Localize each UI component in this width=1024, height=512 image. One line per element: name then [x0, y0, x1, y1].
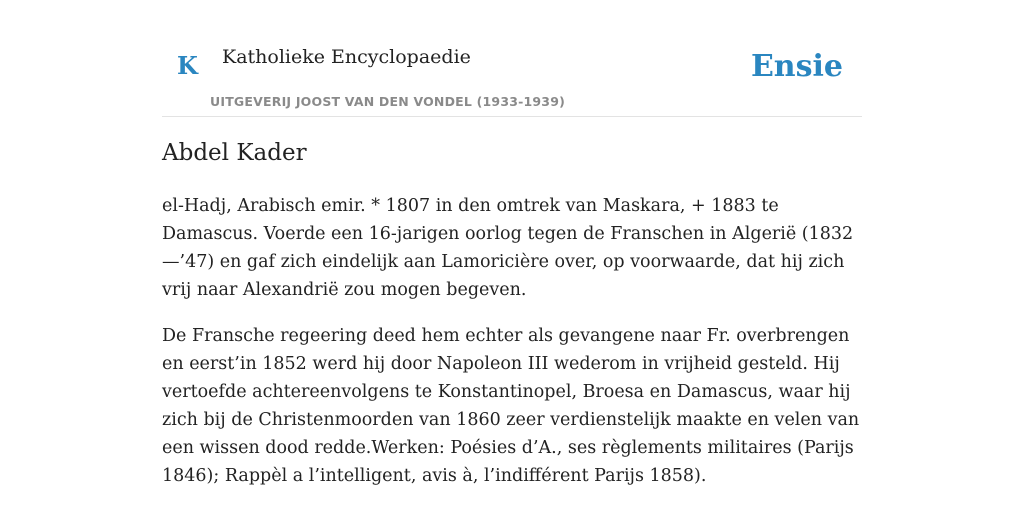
ensie-brand-link[interactable]: Ensie: [750, 49, 843, 84]
article-paragraph: De Fransche regeering deed hem echter als gevangene naar Fr. overbrengen en eerst’in 1852 werd hij door Napoleon III wederom in vrijheid gesteld. Hij vertoefde achtereenvolgens te Konstantinopel, Broesa en Damascus, waar hij zich bij de Christenmoorden van 1860 zeer verdienstelijk maakte en velen van een wissen dood redde.Werken: Poésies d’A., ses règlements militaires (Parijs 1846); Rappèl a l’intelligent, avis à, l’indifférent Parijs 1858).: [162, 326, 860, 486]
article-title: Abdel Kader: [162, 140, 307, 166]
article-paragraph: el-Hadj, Arabisch emir. * 1807 in den omtrek van Maskara, + 1883 te Damascus. Voerde een 16-jarigen oorlog tegen de Franschen in Algerië (1832—’47) en gaf zich eindelijk aan Lamoricière over, op voorwaarde, dat hij zich vrij naar Alexandrië zou mogen begeven.: [162, 196, 854, 300]
page-container: [162, 0, 862, 486]
publisher-subtitle: UITGEVERIJ JOOST VAN DEN VONDEL (1933-1939): [210, 94, 566, 109]
site-header: [162, 0, 862, 117]
encyclopedia-logo-icon[interactable]: K: [177, 51, 198, 80]
site-title[interactable]: Katholieke Encyclopaedie: [222, 46, 471, 68]
article-body: [162, 192, 867, 508]
